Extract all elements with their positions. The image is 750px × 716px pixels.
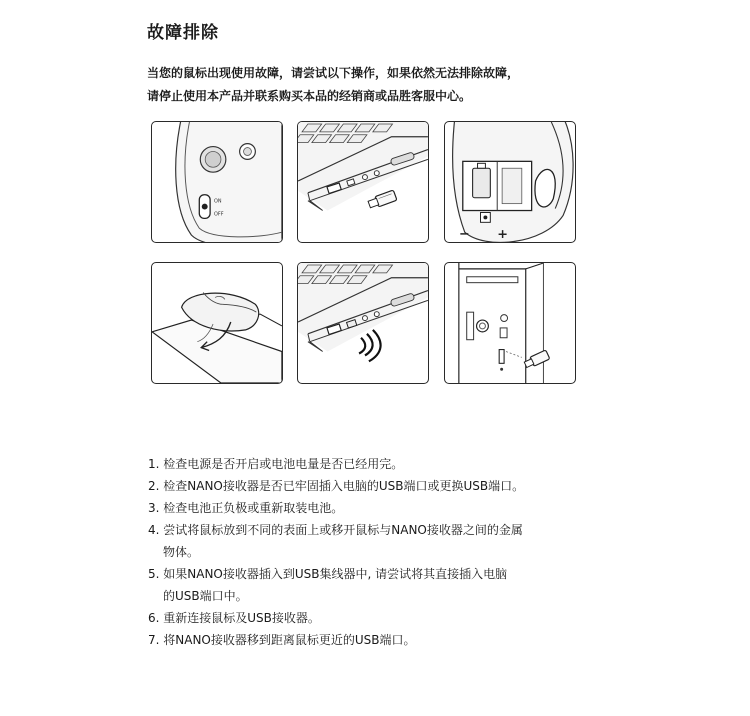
step-1-text: 1. 检查电源是否开启或电池电量是否已经用完。 bbox=[148, 457, 404, 471]
step-2-text: 2. 检查NANO接收器是否已牢固插入电脑的USB端口或更换USB端口。 bbox=[148, 479, 525, 493]
step-4-continuation: 物体。 bbox=[163, 545, 200, 559]
battery-plus-label: + bbox=[497, 227, 508, 242]
step-item bbox=[148, 519, 608, 563]
step-7-text: 7. 将NANO接收器移到距离鼠标更近的USB端口。 bbox=[148, 633, 416, 647]
step-item bbox=[148, 563, 608, 607]
mousepad-drawing bbox=[152, 263, 282, 383]
step-6-text: 6. 重新连接鼠标及USB接收器。 bbox=[148, 611, 320, 625]
step-item bbox=[148, 629, 608, 651]
battery-minus-label: − bbox=[458, 227, 470, 242]
step-item bbox=[148, 497, 608, 519]
intro-line-2: 请停止使用本产品并联系购买本品的经销商或品胜客服中心。 bbox=[147, 89, 472, 103]
intro-line-1: 当您的鼠标出现使用故障，请尝试以下操作，如果依然无法排除故障， bbox=[147, 66, 520, 80]
illustration-battery-compartment bbox=[444, 121, 576, 243]
illustration-mouse-power-switch bbox=[151, 121, 283, 243]
illustration-laptop-wireless bbox=[297, 262, 429, 384]
step-4-text: 4. 尝试将鼠标放到不同的表面上或移开鼠标与NANO接收器之间的金属 bbox=[148, 523, 523, 537]
intro-paragraph bbox=[147, 62, 617, 108]
step-item bbox=[148, 475, 608, 497]
laptop-port-drawing bbox=[298, 122, 428, 242]
laptop-wireless-drawing bbox=[298, 263, 428, 383]
step-5-continuation: 的USB端口中。 bbox=[163, 589, 248, 603]
battery-drawing bbox=[445, 122, 575, 242]
step-3-text: 3. 检查电池正负极或重新取装电池。 bbox=[148, 501, 344, 515]
switch-off-label: OFF bbox=[214, 211, 224, 218]
step-5-text: 5. 如果NANO接收器插入到USB集线器中, 请尝试将其直接插入电脑 bbox=[148, 567, 508, 581]
step-item bbox=[148, 453, 608, 475]
desktop-tower-drawing bbox=[445, 263, 575, 383]
illustration-mouse-surface bbox=[151, 262, 283, 384]
illustration-desktop-usb bbox=[444, 262, 576, 384]
switch-on-label: ON bbox=[214, 198, 222, 205]
section-title: 故障排除 bbox=[147, 23, 219, 43]
mouse-underside-drawing bbox=[152, 122, 282, 242]
illustration-laptop-usb-receiver bbox=[297, 121, 429, 243]
troubleshooting-steps bbox=[148, 453, 608, 651]
step-item bbox=[148, 607, 608, 629]
